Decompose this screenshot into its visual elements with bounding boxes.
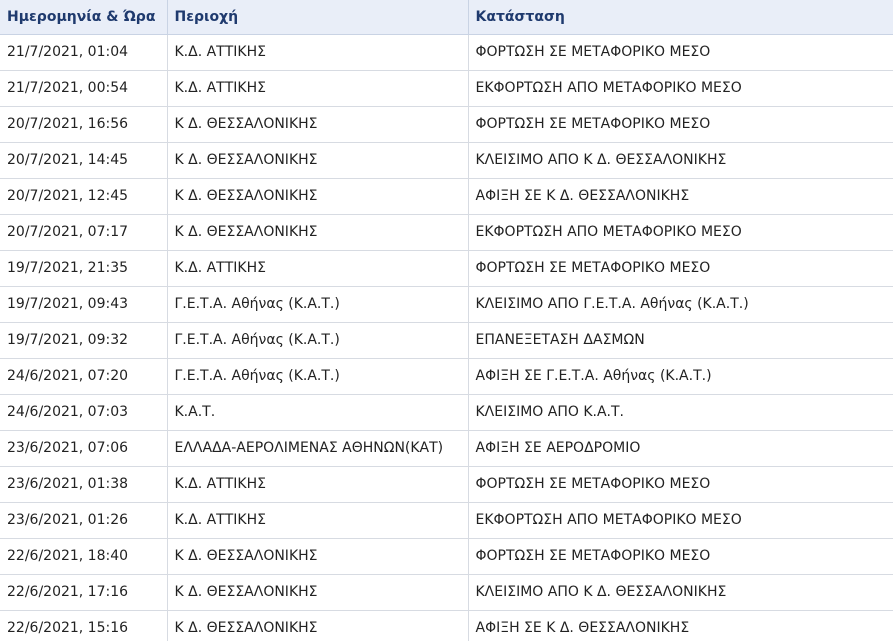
cell-status: ΕΚΦΟΡΤΩΣΗ ΑΠΟ ΜΕΤΑΦΟΡΙΚΟ ΜΕΣΟ (468, 502, 893, 538)
header-row (0, 0, 893, 34)
cell-status: ΦΟΡΤΩΣΗ ΣΕ ΜΕΤΑΦΟΡΙΚΟ ΜΕΣΟ (468, 106, 893, 142)
cell-location: Κ Δ. ΘΕΣΣΑΛΟΝΙΚΗΣ (167, 610, 468, 641)
cell-location: Κ Δ. ΘΕΣΣΑΛΟΝΙΚΗΣ (167, 178, 468, 214)
cell-location: Κ Δ. ΘΕΣΣΑΛΟΝΙΚΗΣ (167, 214, 468, 250)
cell-datetime: 23/6/2021, 01:38 (0, 466, 167, 502)
cell-location: Κ.Δ. ΑΤΤΙΚΗΣ (167, 250, 468, 286)
cell-status: ΕΚΦΟΡΤΩΣΗ ΑΠΟ ΜΕΤΑΦΟΡΙΚΟ ΜΕΣΟ (468, 70, 893, 106)
cell-datetime: 20/7/2021, 12:45 (0, 178, 167, 214)
table-row (0, 322, 893, 358)
cell-datetime: 19/7/2021, 21:35 (0, 250, 167, 286)
table-row (0, 610, 893, 641)
table-row (0, 394, 893, 430)
table-row (0, 430, 893, 466)
table-header (0, 0, 893, 34)
cell-status: ΕΠΑΝΕΞΕΤΑΣΗ ΔΑΣΜΩΝ (468, 322, 893, 358)
cell-datetime: 19/7/2021, 09:43 (0, 286, 167, 322)
cell-datetime: 22/6/2021, 17:16 (0, 574, 167, 610)
cell-status: ΚΛΕΙΣΙΜΟ ΑΠΟ Κ Δ. ΘΕΣΣΑΛΟΝΙΚΗΣ (468, 574, 893, 610)
cell-status: ΑΦΙΞΗ ΣΕ Κ Δ. ΘΕΣΣΑΛΟΝΙΚΗΣ (468, 610, 893, 641)
cell-datetime: 22/6/2021, 18:40 (0, 538, 167, 574)
cell-status: ΦΟΡΤΩΣΗ ΣΕ ΜΕΤΑΦΟΡΙΚΟ ΜΕΣΟ (468, 250, 893, 286)
cell-location: Κ Δ. ΘΕΣΣΑΛΟΝΙΚΗΣ (167, 538, 468, 574)
cell-datetime: 20/7/2021, 16:56 (0, 106, 167, 142)
cell-status: ΑΦΙΞΗ ΣΕ ΑΕΡΟΔΡΟΜΙΟ (468, 430, 893, 466)
cell-location: Κ.Δ. ΑΤΤΙΚΗΣ (167, 70, 468, 106)
cell-status: ΦΟΡΤΩΣΗ ΣΕ ΜΕΤΑΦΟΡΙΚΟ ΜΕΣΟ (468, 538, 893, 574)
cell-location: Κ Δ. ΘΕΣΣΑΛΟΝΙΚΗΣ (167, 574, 468, 610)
cell-datetime: 23/6/2021, 07:06 (0, 430, 167, 466)
table-row (0, 502, 893, 538)
table-body (0, 34, 893, 641)
cell-location: Κ.Α.Τ. (167, 394, 468, 430)
cell-datetime: 20/7/2021, 07:17 (0, 214, 167, 250)
cell-datetime: 20/7/2021, 14:45 (0, 142, 167, 178)
cell-status: ΚΛΕΙΣΙΜΟ ΑΠΟ Κ Δ. ΘΕΣΣΑΛΟΝΙΚΗΣ (468, 142, 893, 178)
cell-status: ΚΛΕΙΣΙΜΟ ΑΠΟ Κ.Α.Τ. (468, 394, 893, 430)
cell-location: Κ.Δ. ΑΤΤΙΚΗΣ (167, 466, 468, 502)
table-row (0, 358, 893, 394)
column-header-status: Κατάσταση (468, 0, 893, 34)
cell-datetime: 23/6/2021, 01:26 (0, 502, 167, 538)
table-row (0, 538, 893, 574)
cell-status: ΦΟΡΤΩΣΗ ΣΕ ΜΕΤΑΦΟΡΙΚΟ ΜΕΣΟ (468, 466, 893, 502)
cell-location: Γ.Ε.Τ.Α. Αθήνας (Κ.Α.Τ.) (167, 358, 468, 394)
table-row (0, 286, 893, 322)
cell-location: Κ Δ. ΘΕΣΣΑΛΟΝΙΚΗΣ (167, 142, 468, 178)
cell-location: ΕΛΛΑΔΑ-ΑΕΡΟΛΙΜΕΝΑΣ ΑΘΗΝΩΝ(ΚΑΤ) (167, 430, 468, 466)
cell-status: ΑΦΙΞΗ ΣΕ Κ Δ. ΘΕΣΣΑΛΟΝΙΚΗΣ (468, 178, 893, 214)
cell-datetime: 21/7/2021, 01:04 (0, 34, 167, 70)
cell-status: ΦΟΡΤΩΣΗ ΣΕ ΜΕΤΑΦΟΡΙΚΟ ΜΕΣΟ (468, 34, 893, 70)
cell-datetime: 24/6/2021, 07:20 (0, 358, 167, 394)
table-row (0, 106, 893, 142)
cell-location: Γ.Ε.Τ.Α. Αθήνας (Κ.Α.Τ.) (167, 286, 468, 322)
table-row (0, 70, 893, 106)
cell-datetime: 22/6/2021, 15:16 (0, 610, 167, 641)
cell-location: Κ Δ. ΘΕΣΣΑΛΟΝΙΚΗΣ (167, 106, 468, 142)
cell-status: ΕΚΦΟΡΤΩΣΗ ΑΠΟ ΜΕΤΑΦΟΡΙΚΟ ΜΕΣΟ (468, 214, 893, 250)
cell-datetime: 21/7/2021, 00:54 (0, 70, 167, 106)
column-header-location: Περιοχή (167, 0, 468, 34)
table-row (0, 214, 893, 250)
column-header-datetime: Ημερομηνία & Ώρα (0, 0, 167, 34)
table-row (0, 574, 893, 610)
table-row (0, 178, 893, 214)
table-row (0, 466, 893, 502)
table-row (0, 34, 893, 70)
cell-datetime: 19/7/2021, 09:32 (0, 322, 167, 358)
table-row (0, 250, 893, 286)
cell-location: Γ.Ε.Τ.Α. Αθήνας (Κ.Α.Τ.) (167, 322, 468, 358)
cell-location: Κ.Δ. ΑΤΤΙΚΗΣ (167, 34, 468, 70)
cell-datetime: 24/6/2021, 07:03 (0, 394, 167, 430)
cell-status: ΚΛΕΙΣΙΜΟ ΑΠΟ Γ.Ε.Τ.Α. Αθήνας (Κ.Α.Τ.) (468, 286, 893, 322)
cell-location: Κ.Δ. ΑΤΤΙΚΗΣ (167, 502, 468, 538)
cell-status: ΑΦΙΞΗ ΣΕ Γ.Ε.Τ.Α. Αθήνας (Κ.Α.Τ.) (468, 358, 893, 394)
table-row (0, 142, 893, 178)
